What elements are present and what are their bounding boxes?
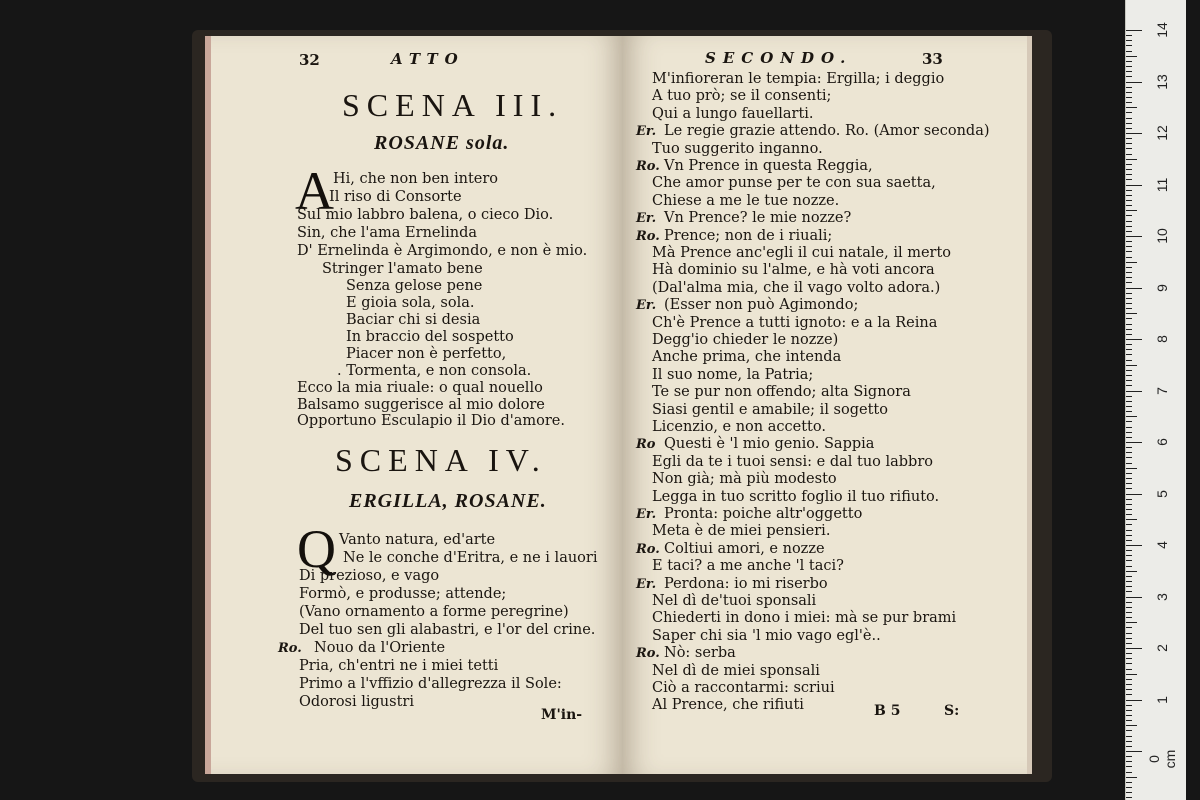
speaker-label: Ro. xyxy=(636,228,660,244)
ruler-tick xyxy=(1126,499,1132,500)
dialogue-line: Te se pur non offendo; alta Signora xyxy=(652,384,911,401)
scene-3-characters: ROSANE sola. xyxy=(374,132,510,154)
ruler-tick xyxy=(1126,519,1137,520)
verse-line: Formò, e produsse; attende; xyxy=(299,586,507,602)
ruler-tick xyxy=(1126,741,1132,742)
ruler-tick xyxy=(1126,61,1132,62)
ruler-tick xyxy=(1126,792,1132,793)
dialogue-line: Pria, ch'entri ne i miei tetti xyxy=(299,658,499,674)
drop-cap-q: Q xyxy=(297,519,336,579)
ruler-tick xyxy=(1126,463,1132,464)
ruler-tick xyxy=(1126,669,1132,670)
ruler-tick xyxy=(1126,360,1132,361)
speaker-label: Ro. xyxy=(636,646,660,662)
ruler-tick xyxy=(1126,251,1132,252)
ruler-tick xyxy=(1126,591,1132,592)
right-running-head: SECONDO. xyxy=(705,49,853,67)
ruler-tick xyxy=(1126,354,1132,355)
ruler-tick xyxy=(1126,736,1132,737)
ruler-tick xyxy=(1126,452,1132,453)
dialogue-line: Le regie grazie attendo. Ro. (Amor seconda) xyxy=(664,123,990,140)
ruler-tick xyxy=(1126,514,1132,515)
dialogue-line: Non già; mà più modesto xyxy=(652,471,837,488)
ruler-tick xyxy=(1126,406,1132,407)
ruler-tick xyxy=(1126,375,1132,376)
dialogue-line: Odorosi ligustri xyxy=(299,694,414,710)
ruler-tick xyxy=(1126,524,1132,525)
dialogue-line: Vn Prence in questa Reggia, xyxy=(664,158,873,174)
ruler-tick xyxy=(1126,648,1142,649)
ruler-number: 8 xyxy=(1154,335,1170,343)
speaker-label: Ro. xyxy=(636,159,660,174)
verse-line: . Tormenta, e non consola. xyxy=(337,363,532,379)
ruler-tick xyxy=(1126,205,1132,206)
measurement-ruler xyxy=(1125,0,1186,800)
ruler-number: 14 xyxy=(1154,22,1170,38)
ruler-tick xyxy=(1126,530,1132,531)
ruler-tick xyxy=(1126,277,1132,278)
speaker-label: Er. xyxy=(636,211,657,227)
ruler-tick xyxy=(1126,782,1132,783)
ruler-tick xyxy=(1126,164,1132,165)
speaker-label: Er. xyxy=(636,298,657,314)
ruler-number: 11 xyxy=(1154,177,1170,192)
ruler-tick xyxy=(1126,308,1132,309)
speaker-label: Ro. xyxy=(278,641,302,656)
ruler-tick xyxy=(1126,658,1132,659)
ruler-tick xyxy=(1126,663,1132,664)
verse-line: Baciar chi si desia xyxy=(346,312,481,328)
ruler-tick xyxy=(1126,684,1132,685)
ruler-tick xyxy=(1126,138,1132,139)
speaker-label: Er. xyxy=(636,507,657,522)
speaker-label: Er. xyxy=(636,124,657,140)
ruler-tick xyxy=(1126,112,1132,113)
ruler-tick xyxy=(1126,102,1132,103)
dialogue-line: Licenzio, e non accetto. xyxy=(652,419,826,435)
ruler-tick xyxy=(1126,107,1137,108)
verse-line: Del tuo sen gli alabastri, e l'or del crine. xyxy=(299,622,596,638)
speaker-label: Ro. xyxy=(636,541,660,557)
ruler-tick xyxy=(1126,478,1132,479)
ruler-tick xyxy=(1126,602,1132,603)
ruler-tick xyxy=(1126,133,1142,134)
ruler-tick xyxy=(1126,607,1132,608)
ruler-tick xyxy=(1126,66,1132,67)
dialogue-line: Anche prima, che intenda xyxy=(652,349,842,366)
ruler-tick xyxy=(1126,174,1132,175)
ruler-tick xyxy=(1126,246,1132,247)
ruler-tick xyxy=(1126,797,1132,798)
ruler-tick xyxy=(1126,195,1132,196)
ruler-tick xyxy=(1126,148,1132,149)
verse-line: Sul mio labbro balena, o cieco Dio. xyxy=(297,207,554,223)
ruler-tick xyxy=(1126,612,1132,613)
ruler-tick xyxy=(1126,550,1132,551)
ruler-tick xyxy=(1126,313,1137,314)
ruler-tick xyxy=(1126,483,1132,484)
ruler-tick xyxy=(1126,617,1132,618)
ruler-tick xyxy=(1126,432,1132,433)
verse-line: Stringer l'amato bene xyxy=(322,261,483,277)
ruler-number: 9 xyxy=(1154,283,1170,292)
verse-line: Ecco la mia riuale: o qual nouello xyxy=(297,380,543,396)
dialogue-line: Prence; non de i riuali; xyxy=(664,227,833,244)
ruler-tick xyxy=(1126,143,1132,144)
dialogue-line: (Esser non può Agimondo; xyxy=(664,297,859,314)
ruler-tick xyxy=(1126,777,1137,778)
ruler-tick xyxy=(1126,705,1132,706)
dialogue-line: Egli da te i tuoi sensi: e dal tuo labbro xyxy=(652,453,934,470)
ruler-tick xyxy=(1126,123,1132,124)
ruler-tick xyxy=(1126,215,1132,216)
ruler-tick xyxy=(1126,257,1132,258)
ruler-tick xyxy=(1126,427,1132,428)
verse-line: (Vano ornamento a forme peregrine) xyxy=(299,604,569,620)
right-catchword: S: xyxy=(944,703,960,719)
ruler-tick xyxy=(1126,169,1132,170)
dialogue-line: M'infioreran le tempia: Ergilla; i deggio xyxy=(652,71,945,87)
ruler-tick xyxy=(1126,97,1132,98)
scene-4-title: SCENA IV. xyxy=(335,442,547,478)
ruler-tick xyxy=(1126,560,1132,561)
ruler-tick xyxy=(1126,545,1142,546)
ruler-number: 6 xyxy=(1154,438,1170,446)
verse-line: Opportuno Esculapio il Dio d'amore. xyxy=(297,413,565,429)
ruler-number: 1 xyxy=(1154,695,1170,704)
dialogue-line: (Dal'alma mia, che il vago volto adora.) xyxy=(652,279,941,296)
ruler-tick xyxy=(1126,318,1132,319)
ruler-tick xyxy=(1126,468,1137,469)
dialogue-line: Nel dì de miei sponsali xyxy=(652,662,820,679)
ruler-tick xyxy=(1126,638,1132,639)
ruler-number: 4 xyxy=(1154,541,1170,549)
ruler-tick xyxy=(1126,185,1142,186)
ruler-tick xyxy=(1126,633,1132,634)
ruler-tick xyxy=(1126,324,1132,325)
dialogue-line: Coltiui amori, e nozze xyxy=(664,540,825,557)
ruler-tick xyxy=(1126,447,1132,448)
ruler-tick xyxy=(1126,571,1137,572)
ruler-tick xyxy=(1126,329,1132,330)
dialogue-line: Meta è de miei pensieri. xyxy=(652,523,831,540)
dialogue-line: Tuo suggerito inganno. xyxy=(652,140,823,157)
ruler-tick xyxy=(1126,391,1142,392)
ruler-tick xyxy=(1126,710,1132,711)
ruler-tick xyxy=(1126,787,1132,788)
ruler-tick xyxy=(1126,576,1132,577)
dialogue-line: Degg'io chieder le nozze) xyxy=(652,332,839,348)
ruler-tick xyxy=(1126,241,1132,242)
ruler-number: 0 cm xyxy=(1146,749,1178,769)
dialogue-line: Nouo da l'Oriente xyxy=(314,640,446,656)
ruler-tick xyxy=(1126,118,1132,119)
dialogue-line: Siasi gentil e amabile; il sogetto xyxy=(652,401,888,418)
speaker-label: Ro xyxy=(636,437,656,453)
ruler-tick xyxy=(1126,236,1142,237)
ruler-tick xyxy=(1126,715,1132,716)
ruler-tick xyxy=(1126,303,1132,304)
dialogue-line: E taci? a me anche 'l taci? xyxy=(652,558,844,575)
dialogue-line: Al Prence, che rifiuti xyxy=(652,697,804,714)
dialogue-line: A tuo prò; se il consenti; xyxy=(652,88,832,105)
ruler-tick xyxy=(1126,586,1132,587)
ruler-tick xyxy=(1126,288,1142,289)
dialogue-line: Legga in tuo scritto foglio il tuo rifiuto. xyxy=(652,488,940,505)
ruler-tick xyxy=(1126,566,1132,567)
ruler-tick xyxy=(1126,730,1132,731)
ruler-number: 2 xyxy=(1154,644,1170,652)
left-page-number: 32 xyxy=(299,51,320,69)
ruler-tick xyxy=(1126,35,1132,36)
dialogue-line: Nel dì de'tuoi sponsali xyxy=(652,593,817,609)
ruler-tick xyxy=(1126,627,1132,628)
ruler-tick xyxy=(1126,504,1132,505)
ruler-tick xyxy=(1126,746,1132,747)
ruler-tick xyxy=(1126,210,1137,211)
ruler-tick xyxy=(1126,725,1137,726)
ruler-tick xyxy=(1126,700,1142,701)
dialogue-line: Questi è 'l mio genio. Sappia xyxy=(664,436,875,453)
dialogue-line: Primo a l'vffizio d'allegrezza il Sole: xyxy=(299,676,562,692)
dialogue-line: Ch'è Prence a tutti ignoto: e a la Reina xyxy=(652,314,938,331)
ruler-tick xyxy=(1126,597,1142,598)
dialogue-line: Perdona: io mi riserbo xyxy=(664,575,828,592)
ruler-tick xyxy=(1126,190,1132,191)
ruler-tick xyxy=(1126,221,1132,222)
right-page xyxy=(622,36,1032,774)
ruler-tick xyxy=(1126,226,1132,227)
verse-line: Sin, che l'ama Ernelinda xyxy=(297,225,478,241)
ruler-tick xyxy=(1126,370,1132,371)
ruler-tick xyxy=(1126,540,1132,541)
verse-line: Di prezioso, e vago xyxy=(299,568,440,584)
ruler-number: 12 xyxy=(1154,125,1170,141)
ruler-number: 5 xyxy=(1154,489,1170,498)
ruler-tick xyxy=(1126,751,1142,752)
ruler-tick xyxy=(1126,262,1137,263)
dialogue-line: Saper chi sia 'l mio vago egl'è.. xyxy=(652,627,881,644)
ruler-tick xyxy=(1126,293,1132,294)
verse-line: Senza gelose pene xyxy=(346,278,483,294)
dialogue-line: Il suo nome, la Patria; xyxy=(652,366,814,383)
ruler-tick xyxy=(1126,339,1142,340)
dialogue-line: Chiese a me le tue nozze. xyxy=(652,192,840,209)
dialogue-line: Mà Prence anc'egli il cui natale, il merto xyxy=(652,245,952,261)
ruler-tick xyxy=(1126,51,1132,52)
ruler-tick xyxy=(1126,555,1132,556)
ruler-tick xyxy=(1126,488,1132,489)
ruler-tick xyxy=(1126,437,1132,438)
ruler-tick xyxy=(1126,581,1132,582)
ruler-tick xyxy=(1126,30,1142,31)
left-catchword: M'in- xyxy=(541,707,583,723)
verse-line: Piacer non è perfetto, xyxy=(346,346,507,362)
verse-line: Il riso di Consorte xyxy=(329,189,462,205)
drop-cap-a: A xyxy=(295,161,334,221)
ruler-number: 13 xyxy=(1154,73,1170,90)
ruler-tick xyxy=(1126,689,1132,690)
ruler-tick xyxy=(1126,494,1142,495)
dialogue-line: Ciò a raccontarmi: scriui xyxy=(652,680,835,696)
dialogue-line: Hà dominio su l'alme, e hà voti ancora xyxy=(652,262,935,279)
ruler-tick xyxy=(1126,653,1132,654)
speaker-label: Er. xyxy=(636,576,657,592)
ruler-tick xyxy=(1126,720,1132,721)
ruler-tick xyxy=(1126,40,1132,41)
ruler-tick xyxy=(1126,267,1132,268)
ruler-tick xyxy=(1126,282,1132,283)
verse-line: E gioia sola, sola. xyxy=(346,295,475,311)
ruler-tick xyxy=(1126,694,1132,695)
ruler-tick xyxy=(1126,509,1132,510)
left-running-head: ATTO xyxy=(391,50,465,68)
ruler-tick xyxy=(1126,457,1132,458)
ruler-tick xyxy=(1126,200,1132,201)
ruler-tick xyxy=(1126,411,1132,412)
ruler-tick xyxy=(1126,622,1137,623)
dialogue-line: Chiederti in dono i miei: mà se pur brami xyxy=(652,610,957,627)
left-page xyxy=(205,36,623,774)
ruler-tick xyxy=(1126,159,1137,160)
ruler-tick xyxy=(1126,334,1132,335)
signature-mark: B 5 xyxy=(874,703,901,719)
verse-line: In braccio del sospetto xyxy=(346,329,514,345)
ruler-tick xyxy=(1126,92,1132,93)
ruler-tick xyxy=(1126,421,1132,422)
ruler-tick xyxy=(1126,473,1132,474)
ruler-tick xyxy=(1126,128,1132,129)
dialogue-line: Vn Prence? le mie nozze? xyxy=(664,210,852,227)
ruler-tick xyxy=(1126,756,1132,757)
ruler-tick xyxy=(1126,535,1132,536)
ruler-number: 10 xyxy=(1154,228,1170,244)
ruler-tick xyxy=(1126,385,1132,386)
ruler-tick xyxy=(1126,766,1132,767)
verse-line: Balsamo suggerisce al mio dolore xyxy=(297,397,545,413)
verse-line: Hi, che non ben intero xyxy=(333,171,499,187)
scene-4-characters: ERGILLA, ROSANE. xyxy=(349,490,547,512)
verse-line: D' Ernelinda è Argimondo, e non è mio. xyxy=(297,243,588,259)
ruler-tick xyxy=(1126,349,1132,350)
ruler-tick xyxy=(1126,679,1132,680)
ruler-tick xyxy=(1126,442,1142,443)
ruler-tick xyxy=(1126,298,1132,299)
ruler-number: 3 xyxy=(1154,592,1170,601)
right-page-number: 33 xyxy=(922,50,943,68)
ruler-tick xyxy=(1126,344,1132,345)
ruler-tick xyxy=(1126,56,1137,57)
verse-line: Vanto natura, ed'arte xyxy=(339,532,496,548)
verse-line: Ne le conche d'Eritra, e ne i lauori xyxy=(343,550,598,566)
ruler-tick xyxy=(1126,76,1132,77)
dialogue-line: Nò: serba xyxy=(664,645,736,662)
ruler-tick xyxy=(1126,416,1137,417)
ruler-tick xyxy=(1126,365,1137,366)
dialogue-line: Qui a lungo fauellarti. xyxy=(652,105,814,122)
scene-3-title: SCENA III. xyxy=(342,87,564,123)
ruler-number: 7 xyxy=(1154,386,1170,395)
ruler-tick xyxy=(1126,401,1132,402)
ruler-tick xyxy=(1126,761,1132,762)
ruler-tick xyxy=(1126,674,1137,675)
ruler-tick xyxy=(1126,380,1132,381)
dialogue-line: Pronta: poiche altr'oggetto xyxy=(664,506,863,522)
dialogue-line: Che amor punse per te con sua saetta, xyxy=(652,175,936,192)
ruler-tick xyxy=(1126,154,1132,155)
ruler-tick xyxy=(1126,643,1132,644)
ruler-tick xyxy=(1126,772,1132,773)
ruler-tick xyxy=(1126,71,1132,72)
ruler-tick xyxy=(1126,272,1132,273)
ruler-tick xyxy=(1126,396,1132,397)
ruler-tick xyxy=(1126,179,1132,180)
ruler-tick xyxy=(1126,82,1142,83)
ruler-tick xyxy=(1126,231,1132,232)
ruler-tick xyxy=(1126,87,1132,88)
ruler-tick xyxy=(1126,45,1132,46)
